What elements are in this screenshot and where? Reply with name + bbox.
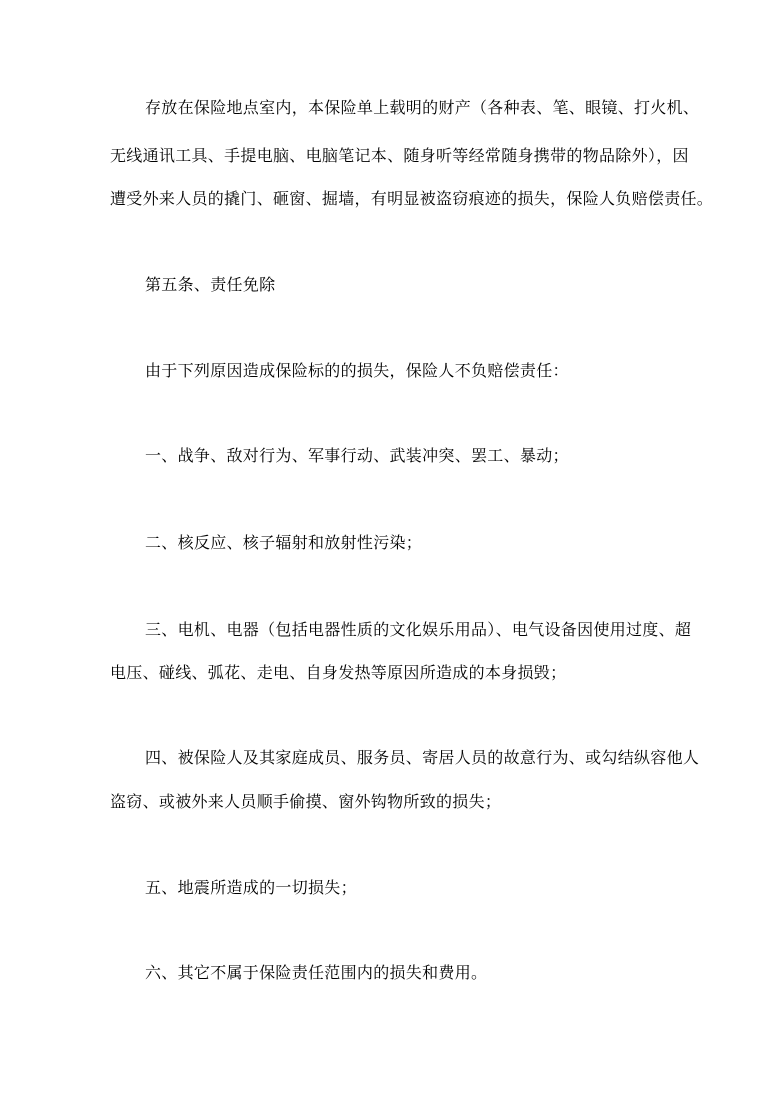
section-heading: 第五条、责任免除 xyxy=(145,275,276,294)
list-item: 一、战争、敌对行为、军事行动、武装冲突、罢工、暴动； xyxy=(145,446,569,465)
paragraph-line: 无线通讯工具、手提电脑、电脑笔记本、随身听等经常随身携带的物品除外），因 xyxy=(110,146,689,165)
list-item: 三、电机、电器（包括电器性质的文化娱乐用品）、电气设备因使用过度、超 xyxy=(145,620,692,639)
paragraph-line: 遭受外来人员的撬门、砸窗、掘墙，有明显被盗窃痕迹的损失，保险人负赔偿责任。 xyxy=(110,189,714,208)
list-item: 二、核反应、核子辐射和放射性污染； xyxy=(145,533,423,552)
list-item-continuation: 盗窃、或被外来人员顺手偷摸、窗外钩物所致的损失； xyxy=(110,792,502,811)
list-item-continuation: 电压、碰线、弧花、走电、自身发热等原因所造成的本身损毁； xyxy=(110,663,567,682)
list-item: 五、地震所造成的一切损失； xyxy=(145,878,357,897)
paragraph-line: 由于下列原因造成保险标的的损失，保险人不负赔偿责任： xyxy=(145,361,569,380)
list-item: 四、被保险人及其家庭成员、服务员、寄居人员的故意行为、或勾结纵容他人 xyxy=(145,748,700,767)
list-item: 六、其它不属于保险责任范围内的损失和费用。 xyxy=(145,963,488,982)
paragraph-line: 存放在保险地点室内，本保险单上载明的财产（各种表、笔、眼镜、打火机、 xyxy=(145,98,700,117)
